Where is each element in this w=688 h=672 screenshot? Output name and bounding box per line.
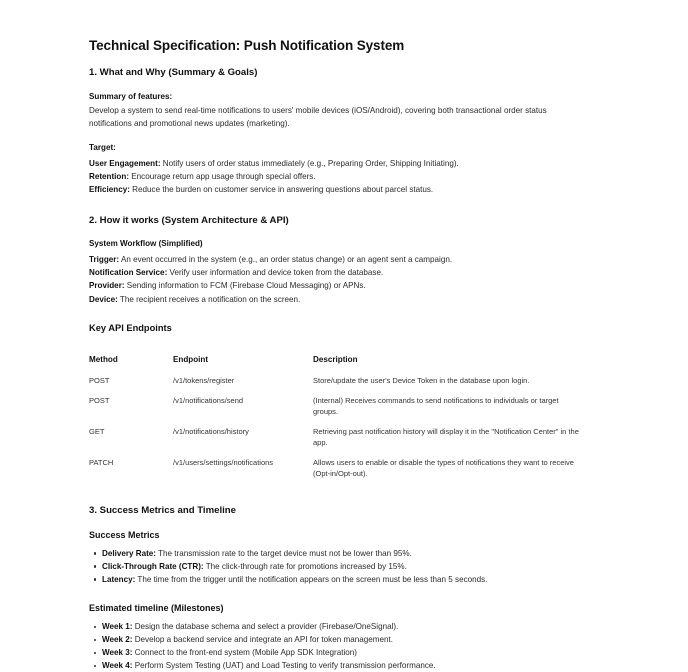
section-heading-3: 3. Success Metrics and Timeline [89,505,236,517]
list-item [102,547,598,560]
metric-text: The click-through rate for promotions increased by 15%. [203,561,407,571]
api-endpoints-table [89,355,589,490]
table-row [89,427,589,458]
timeline-term: Week 2: [102,635,133,645]
cell-endpoint: /v1/notifications/history [173,427,249,437]
success-metrics-list [89,547,598,586]
metric-term: Click-Through Rate (CTR): [102,561,204,571]
cell-method: POST [89,396,110,406]
timeline-term: Week 3: [102,648,133,658]
cell-description: (Internal) Receives commands to send notifications to individuals or target groups. [313,396,559,416]
table-row [89,396,589,427]
target-term: Efficiency: [89,184,130,194]
cell-description: Allows users to enable or disable the types of notifications they want to receive (Opt-in/Opt-out). [313,458,574,478]
workflow-label: System Workflow (Simplified) [89,239,203,249]
timeline-list [89,620,598,672]
list-item [102,646,598,659]
section-heading-1: 1. What and Why (Summary & Goals) [89,67,258,79]
list-item [102,620,598,633]
target-list [89,157,598,196]
list-item [102,573,598,586]
list-item [89,293,598,306]
workflow-term: Notification Service: [89,268,168,278]
target-text: Encourage return app usage through special offers. [129,171,316,181]
timeline-text: Develop a backend service and integrate an API for token management. [132,635,393,645]
cell-description: Store/update the user's Device Token in the database upon login. [313,375,530,385]
workflow-list [89,253,598,305]
table-row [89,376,589,397]
workflow-term: Trigger: [89,255,120,265]
cell-endpoint: /v1/notifications/send [173,396,244,406]
list-item [102,560,598,573]
section-heading-2: 2. How it works (System Architecture & API) [89,215,289,227]
metric-term: Delivery Rate: [102,548,156,558]
metric-term: Latency: [102,574,136,584]
success-metrics-label: Success Metrics [89,529,160,540]
timeline-term: Week 1: [102,622,133,632]
timeline-text: Design the database schema and select a provider (Firebase/OneSignal). [132,622,399,632]
list-item [89,266,598,279]
estimated-timeline-label: Estimated timeline (Milestones) [89,603,224,613]
summary-label: Summary of features: [89,91,173,101]
timeline-text: Perform System Testing (UAT) and Load Testing to verify transmission performance. [132,661,436,671]
cell-method: POST [89,375,110,385]
table-header-row [89,355,589,376]
target-label: Target: [89,142,116,152]
table-row [89,458,589,489]
column-header-endpoint: Endpoint [173,354,209,364]
list-item [89,170,598,183]
workflow-text: Sending information to FCM (Firebase Cloud Messaging) or APNs. [124,281,366,291]
column-header-method: Method [89,354,118,364]
list-item [89,253,598,266]
workflow-text: An event occurred in the system (e.g., an order status change) or an agent sent a campaign. [119,255,453,265]
list-item [89,279,598,292]
target-term: User Engagement: [89,158,161,168]
timeline-text: Connect to the front-end system (Mobile App SDK Integration) [132,648,357,658]
workflow-text: Verify user information and device token from the database. [167,268,384,278]
cell-endpoint: /v1/tokens/register [173,375,235,385]
timeline-term: Week 4: [102,661,133,671]
spacer [89,306,598,323]
target-term: Retention: [89,171,130,181]
api-endpoints-heading: Key API Endpoints [89,322,172,333]
list-item [89,157,598,170]
cell-endpoint: /v1/users/settings/notifications [173,458,274,468]
target-text: Notify users of order status immediately (e.g., Preparing Order, Shipping Initiating). [160,158,459,168]
page-title: Technical Specification: Push Notification System [89,38,405,53]
list-item [89,183,598,196]
metric-text: The transmission rate to the target device must not be lower than 95%. [156,548,412,558]
column-header-description: Description [313,354,358,364]
workflow-term: Device: [89,294,118,304]
workflow-term: Provider: [89,281,125,291]
metric-text: The time from the trigger until the notification appears on the screen must be less than 5 seconds. [135,574,488,584]
cell-description: Retrieving past notification history will display it in the "Notification Center" in the app. [313,427,579,447]
list-item [102,659,598,672]
summary-paragraph: Develop a system to send real-time notifications to users' mobile devices (iOS/Android), covering both transactional order status notifications and promotional news updates (marketing). [89,106,547,129]
cell-method: GET [89,427,105,437]
list-item [102,633,598,646]
cell-method: PATCH [89,458,114,468]
workflow-text: The recipient receives a notification on the screen. [117,294,301,304]
target-text: Reduce the burden on customer service in answering questions about parcel status. [129,184,434,194]
